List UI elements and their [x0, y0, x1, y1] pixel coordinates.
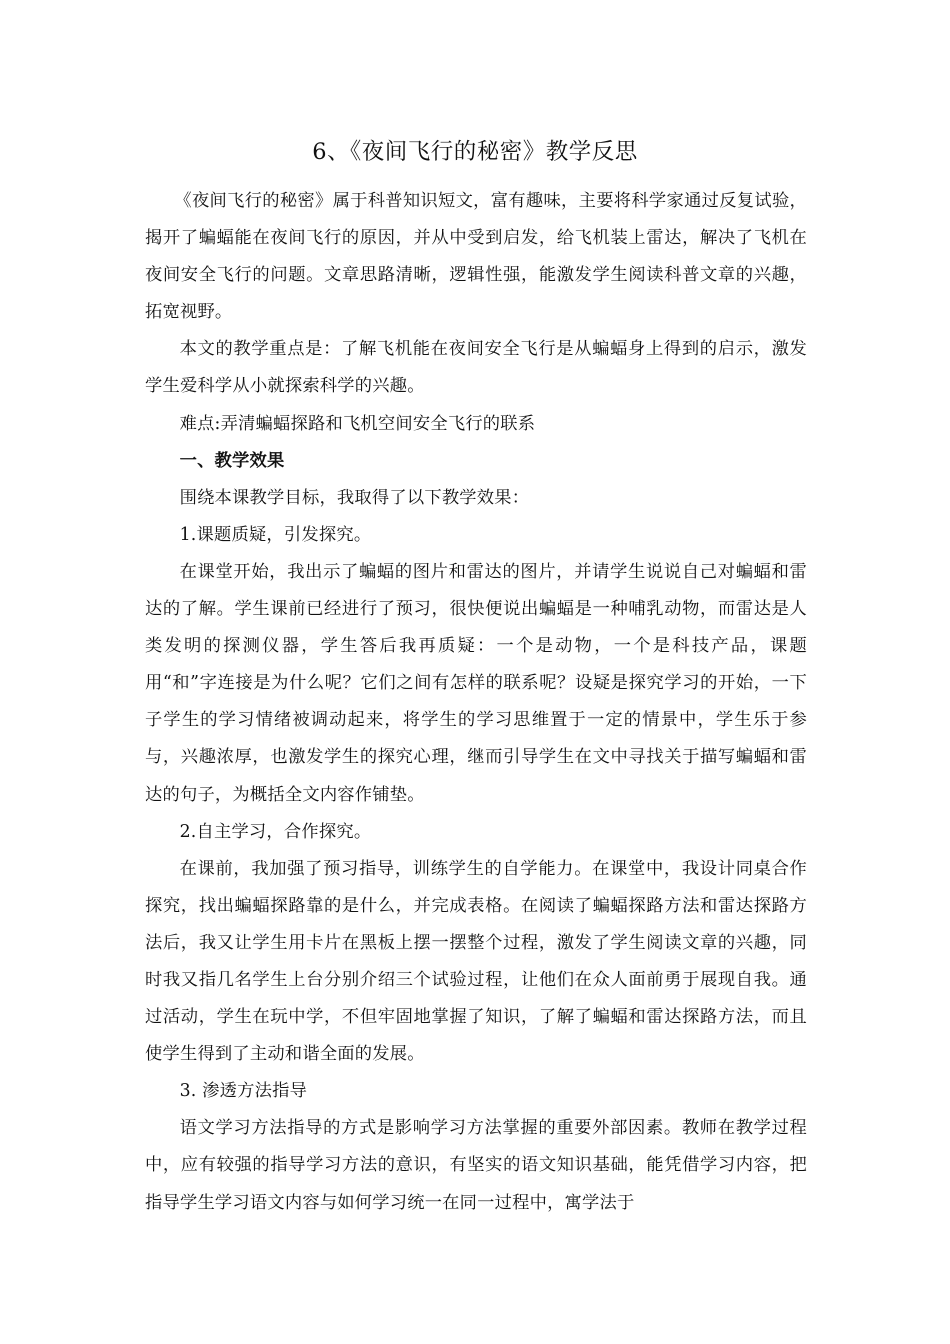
section-heading-teaching-effect: 一、教学效果 — [179, 450, 285, 471]
document-body — [145, 183, 807, 1222]
paragraph-effect-intro: 围绕本课教学目标，我取得了以下教学效果： — [179, 487, 530, 508]
subheading-3: 3. 渗透方法指导 — [179, 1081, 308, 1102]
paragraph-key-points: 本文的教学重点是：了解飞机能在夜间安全飞行是从蝙蝠身上得到的启示，激发学生爱科学从小就探索科学的兴趣。 — [145, 339, 807, 397]
paragraph-section-3: 语文学习方法指导的方式是影响学习方法掌握的重要外部因素。教师在教学过程中，应有较强的指导学习方法的意识，有坚实的语文知识基础，能凭借学习内容，把指导学生学习语文内容与如何学习统一在同一过程中，寓学法于 — [145, 1118, 807, 1213]
paragraph-section-2: 在课前，我加强了预习指导，训练学生的自学能力。在课堂中，我设计同桌合作探究，找出蝙蝠探路靠的是什么，并完成表格。在阅读了蝙蝠探路方法和雷达探路方法后，我又让学生用卡片在黑板上摆一摆整个过程，激发了学生阅读文章的兴趣，同时我又指几名学生上台分别介绍三个试验过程，让他们在众人面前勇于展现自我。通过活动，学生在玩中学，不但牢固地掌握了知识，了解了蝙蝠和雷达探路方法，而且使学生得到了主动和谐全面的发展。 — [145, 858, 807, 1065]
paragraph-section-1: 在课堂开始，我出示了蝙蝠的图片和雷达的图片，并请学生说说自己对蝙蝠和雷达的了解。学生课前已经进行了预习，很快便说出蝙蝠是一种哺乳动物，而雷达是人类发明的探测仪器，学生答后我再质疑：一个是动物，一个是科技产品，课题用“和”字连接是为什么呢？它们之间有怎样的联系呢？设疑是探究学习的开始，一下子学生的学习情绪被调动起来，将学生的学习思维置于一定的情景中，学生乐于参与，兴趣浓厚，也激发学生的探究心理，继而引导学生在文中寻找关于描写蝙蝠和雷达的句子，为概括全文内容作铺垫。 — [145, 561, 807, 805]
subheading-1: 1.课题质疑，引发探究。 — [179, 524, 372, 545]
subheading-2: 2.自主学习，合作探究。 — [179, 821, 372, 842]
paragraph-intro: 《夜间飞行的秘密》属于科普知识短文，富有趣味，主要将科学家通过反复试验，揭开了蝙蝠能在夜间飞行的原因，并从中受到启发，给飞机装上雷达，解决了飞机在夜间安全飞行的问题。文章思路清晰，逻辑性强，能激发学生阅读科普文章的兴趣，拓宽视野。 — [145, 191, 807, 323]
paragraph-difficulty: 难点:弄清蝙蝠探路和飞机空间安全飞行的联系 — [179, 413, 536, 434]
document-title: 6、《夜间飞行的秘密》教学反思 — [312, 139, 638, 165]
